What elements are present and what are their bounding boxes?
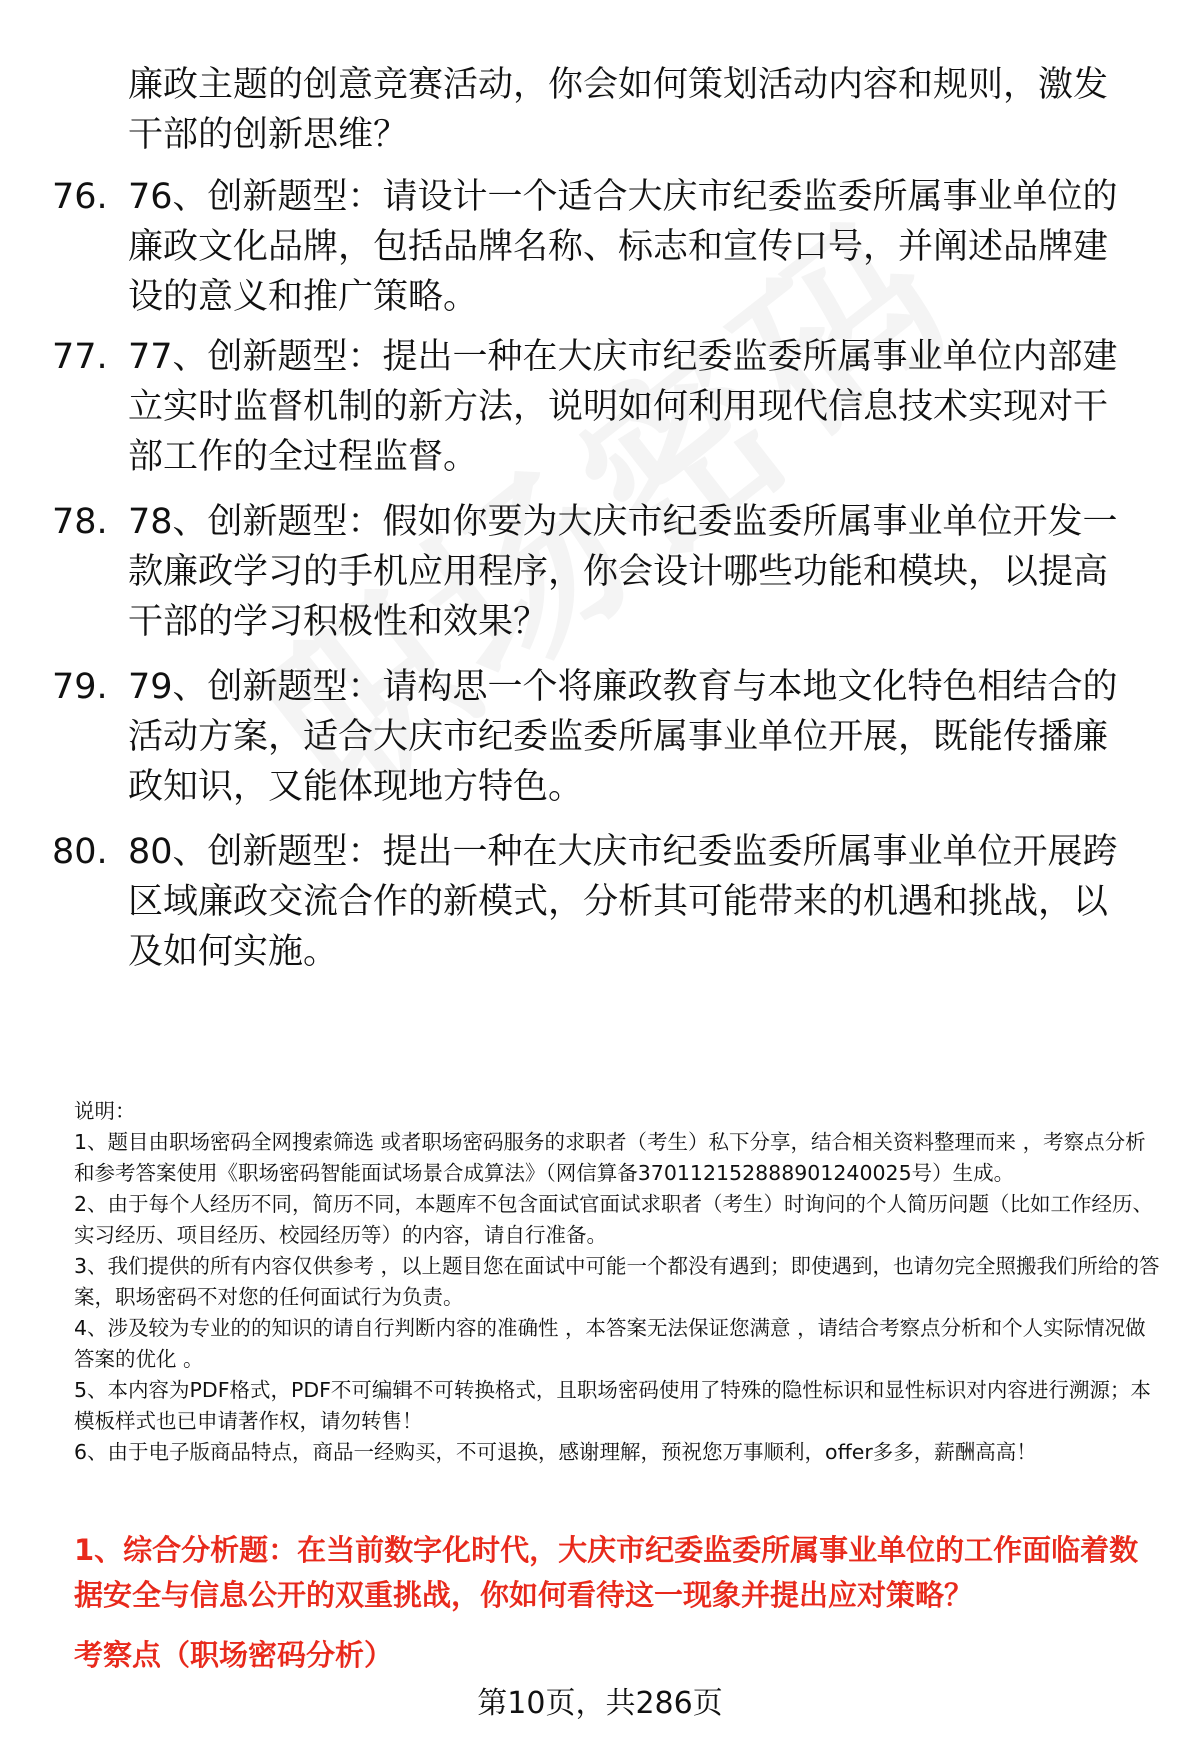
note-item: 4、涉及较为专业的的知识的请自行判断内容的准确性 ，本答案无法保证您满意 ，请结合考察点分析和个人实际情况做答案的优化 。 <box>74 1316 1146 1371</box>
question-79 <box>52 662 1142 812</box>
question-78 <box>52 497 1142 647</box>
question-76 <box>52 172 1142 322</box>
note-item: 2、由于每个人经历不同，简历不同，本题库不包含面试官面试求职者（考生）时询问的个人简历问题（比如工作经历、实习经历、项目经历、校园经历等）的内容，请自行准备。 <box>74 1192 1154 1247</box>
question-number: 77. <box>52 337 108 377</box>
question-continuation: 廉政主题的创意竞赛活动，你会如何策划活动内容和规则，激发干部的创新思维？ <box>128 65 1109 155</box>
question-text: 79、创新题型：请构思一个将廉政教育与本地文化特色相结合的活动方案，适合大庆市纪委监委所属事业单位开展，既能传播廉政知识，又能体现地方特色。 <box>128 667 1118 807</box>
question-text: 76、创新题型：请设计一个适合大庆市纪委监委所属事业单位的廉政文化品牌，包括品牌名称、标志和宣传口号，并阐述品牌建设的意义和推广策略。 <box>128 177 1118 317</box>
question-number: 76. <box>52 177 108 217</box>
question-80 <box>52 827 1142 977</box>
question-text: 77、创新题型：提出一种在大庆市纪委监委所属事业单位内部建立实时监督机制的新方法，说明如何利用现代信息技术实现对干部工作的全过程监督。 <box>128 337 1118 477</box>
notes-heading: 说明： <box>74 1099 136 1123</box>
question-number: 78. <box>52 502 108 542</box>
question-text: 78、创新题型：假如你要为大庆市纪委监委所属事业单位开发一款廉政学习的手机应用程序，你会设计哪些功能和模块，以提高干部的学习积极性和效果？ <box>128 502 1118 642</box>
question-number: 79. <box>52 667 108 707</box>
question-text: 80、创新题型：提出一种在大庆市纪委监委所属事业单位开展跨区域廉政交流合作的新模式，分析其可能带来的机遇和挑战，以及如何实施。 <box>128 832 1118 972</box>
note-item: 3、我们提供的所有内容仅供参考 ，以上题目您在面试中可能一个都没有遇到；即使遇到，也请勿完全照搬我们所给的答案，职场密码不对您的任何面试行为负责。 <box>74 1254 1160 1309</box>
analysis-heading: 考察点（职场密码分析） <box>74 1638 394 1672</box>
question-number: 80. <box>52 832 108 872</box>
analysis-question: 1、综合分析题：在当前数字化时代，大庆市纪委监委所属事业单位的工作面临着数据安全与信息公开的双重挑战，你如何看待这一现象并提出应对策略？ <box>74 1533 1139 1612</box>
note-item: 6、由于电子版商品特点，商品一经购买，不可退换，感谢理解，预祝您万事顺利，offer多多，薪酬高高！ <box>74 1440 1037 1464</box>
note-item: 5、本内容为PDF格式，PDF不可编辑不可转换格式，且职场密码使用了特殊的隐性标识和显性标识对内容进行溯源；本模板样式也已申请著作权，请勿转售！ <box>74 1378 1151 1433</box>
notes-section <box>74 1096 1164 1468</box>
question-77 <box>52 332 1142 482</box>
page-footer: 第10页，共286页 <box>477 1686 723 1721</box>
note-item: 1、题目由职场密码全网搜索筛选 或者职场密码服务的求职者（考生）私下分享，结合相关资料整理而来 ，考察点分析和参考答案使用《职场密码智能面试场景合成算法》（网信算备370112152888901240025号）生成。 <box>74 1130 1146 1185</box>
